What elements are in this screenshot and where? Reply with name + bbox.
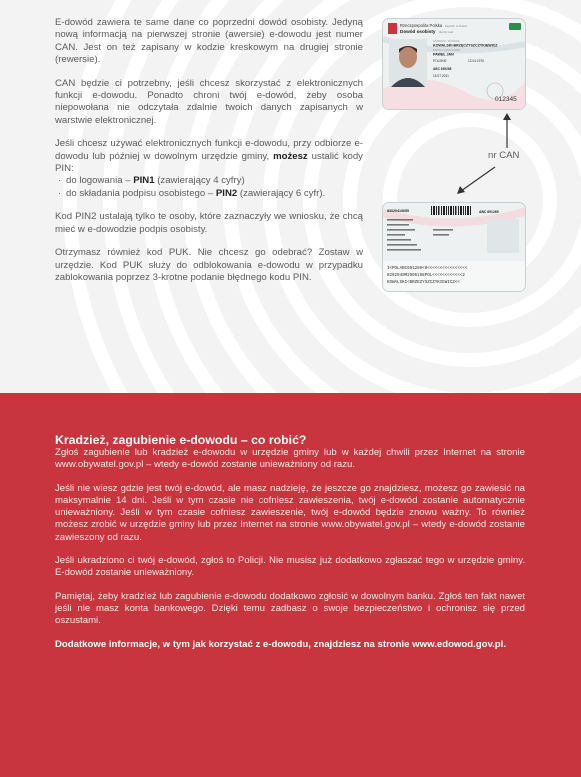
- svg-text:15.07.2031: 15.07.2031: [433, 74, 449, 78]
- theft-loss-section: [0, 393, 581, 777]
- id-card-back-image: [382, 202, 526, 292]
- svg-text:POLSKIE: POLSKIE: [433, 59, 447, 63]
- report-paragraph: Zgłoś zagubienie lub kradzież e-dowodu w urzędzie gminy lub w każdej chwili przez Internet na stronie www.obywatel.gov.pl – wtedy e-dowód zostanie unieważniony od razu.: [55, 447, 525, 471]
- can-number: 012345: [495, 96, 517, 103]
- arrow-up-icon: [500, 112, 514, 148]
- pin-intro-paragraph: Jeśli chcesz używać elektronicznych funkcji e-dowodu, przy odbiorze e-dowodu lub później w dowolnym urzędzie gminy, możesz ustalić kody PIN:: [55, 138, 363, 175]
- svg-text:12.04.1976: 12.04.1976: [468, 59, 484, 63]
- id-card-front-image: [382, 18, 526, 110]
- svg-text:83020410655: 83020410655: [387, 209, 409, 213]
- can-label: nr CAN: [488, 150, 520, 161]
- section-heading: Kradzież, zagubienie e-dowodu – co robić?: [55, 433, 307, 447]
- can-intro-paragraph: E-dowód zawiera te same dane co poprzedni dowód osobisty. Jedyną nową informacją na pierwszej stronie (awersie) e-dowodu jest numer CAN. Jest on też zapisany w kodzie kreskowym na drugiej stronie (rewersie).: [55, 17, 363, 66]
- svg-text:8202040M2905198POL<<<<<<<<<<<<: 8202040M2905198POL<<<<<<<<<<<<2: [387, 274, 465, 278]
- id-card-back-graphic: [383, 203, 526, 292]
- svg-text:KOWALSKI-BRZĘCZYSZCZYKIEWICZ: KOWALSKI-BRZĘCZYSZCZYKIEWICZ: [433, 43, 498, 48]
- svg-text:NAZWISKO / SURNAME: NAZWISKO / SURNAME: [433, 40, 460, 43]
- pin-list: [55, 175, 363, 200]
- svg-text:Dowód osobisty: Dowód osobisty: [400, 29, 436, 34]
- svg-text:KOWALSKI<BRZEZYSZCZYKIEWICZ<<: KOWALSKI<BRZEZYSZCZYKIEWICZ<<: [387, 281, 460, 285]
- id-card-front-graphic: [383, 19, 526, 110]
- svg-text:PAWEŁ JAN: PAWEŁ JAN: [433, 52, 454, 57]
- svg-text:ABC 691269: ABC 691269: [479, 210, 499, 214]
- pin-list-item: · do logowania – PIN1 (zawierający 4 cyfry): [55, 175, 363, 187]
- more-info-paragraph: Dodatkowe informacje, w tym jak korzystać z e-dowodu, znajdziesz na stronie www.edowod.gov.pl.: [55, 638, 506, 650]
- can-purpose-paragraph: CAN będzie ci potrzebny, jeśli chcesz skorzystać z elektronicznych funkcji e-dowodu. Ponadto chroni twój e-dowód, żeby osoba niepowołana nie odczytała zdalnie twoich danych zapisanych w warstwie elektronicznej.: [55, 77, 363, 126]
- chip-icon: [509, 23, 521, 30]
- arrow-diagonal-icon: [455, 165, 497, 195]
- svg-text:Rzeczpospolita Polska: Rzeczpospolita Polska: [400, 23, 443, 28]
- svg-text:I<POLABC691269<0<<<<<<<<<<<<<<: I<POLABC691269<0<<<<<<<<<<<<<<<<: [387, 267, 468, 271]
- svg-text:ABC 695268: ABC 695268: [433, 67, 452, 71]
- svg-text:IMIONA / GIVEN NAMES: IMIONA / GIVEN NAMES: [433, 49, 460, 52]
- pin2-paragraph: Kod PIN2 ustalają tylko te osoby, które zaznaczyły we wniosku, że chcą mieć w e-dowodzie podpis osobisty.: [55, 211, 363, 235]
- police-paragraph: Jeśli ukradziono ci twój e-dowód, zgłoś to Policji. Nie musisz już dodatkowo zgłaszać tego w urzędzie gminy. E-dowód zostanie unieważniony.: [55, 555, 525, 579]
- suspend-paragraph: Jeśli nie wiesz gdzie jest twój e-dowód, ale masz nadzieję, że jeszcze go znajdziesz, możesz go zawiesić na maksymalnie 14 dni. Jeśli w tym czasie nie cofniesz zawieszenia, twój e-dowód zostanie automatycznie unieważniony. Jeśli w tym czasie cofniesz zawieszenie, twój e-dowód będzie znowu ważny. To również możesz zrobić w urzędzie gminy lub przez Internet na stronie www.obywatel.gov.pl – wtedy e-dowód zostanie zawieszony od razu.: [55, 482, 525, 543]
- puk-paragraph: Otrzymasz również kod PUK. Nie chcesz go odebrać? Zostaw w urzędzie. Kod PUK służy do odblokowania e-dowodu w przypadku zablokowania poprzez 3-krotne podanie błędnego kodu PIN.: [55, 247, 363, 283]
- theft-loss-text: [55, 433, 525, 662]
- eagle-emblem-icon: [388, 23, 397, 34]
- svg-text:Identity card: Identity card: [439, 31, 454, 34]
- info-text-column: [55, 17, 363, 295]
- svg-text:Republic of Poland: Republic of Poland: [445, 25, 467, 28]
- pin-list-item: · do składania podpisu osobistego – PIN2 (zawierający 6 cyfr).: [55, 188, 363, 200]
- bank-paragraph: Pamiętaj, żeby kradzież lub zagubienie e-dowodu dodatkowo zgłosić w dowolnym banku. Zgłoś ten fakt nawet jeśli nie masz konta bankowego. Dzięki temu zadbasz o swoje bezpieczeństwo i ochronisz się przed oszustami.: [55, 590, 525, 627]
- barcode: [431, 206, 471, 215]
